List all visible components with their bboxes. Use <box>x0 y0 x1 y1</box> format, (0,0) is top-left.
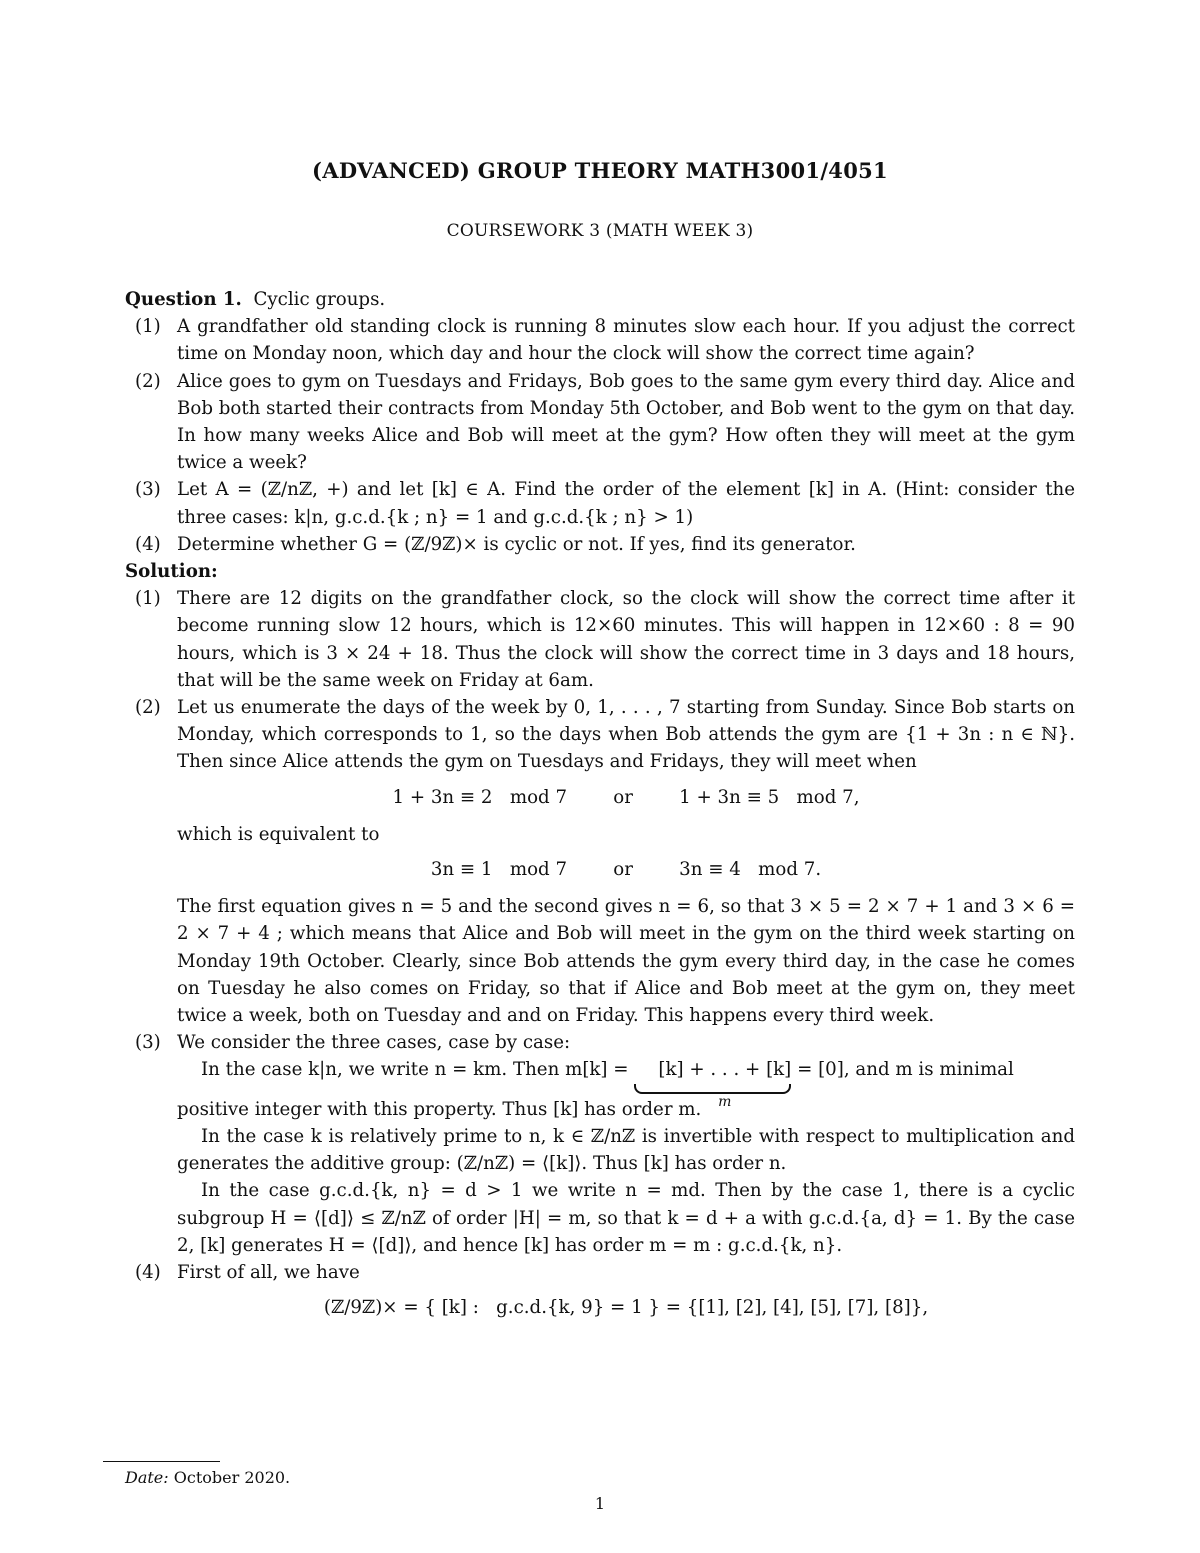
underbrace-sum <box>634 1056 792 1111</box>
document-body <box>125 286 1075 1331</box>
solution-item-4 <box>125 1259 1075 1321</box>
footnote-text: October 2020. <box>168 1468 291 1487</box>
item-number: (1) <box>135 588 161 610</box>
item-text: First of all, we have <box>177 1261 360 1283</box>
question-label: Question 1. <box>125 289 242 310</box>
page-number: 1 <box>594 1494 606 1513</box>
item-text: We consider the three cases, case by case: <box>177 1032 571 1054</box>
question-item-3 <box>125 476 1075 530</box>
solution-item-2 <box>125 694 1075 1029</box>
item-number: (3) <box>135 1032 161 1054</box>
solution-item-1 <box>125 585 1075 694</box>
case-1-tail: = [0], and m is minimal <box>791 1059 1014 1081</box>
solution-item-3 <box>125 1029 1075 1259</box>
equation-congruence-2: 3n ≡ 1 mod 7 or 3n ≡ 4 mod 7. <box>430 859 822 881</box>
question-item-2 <box>125 368 1075 477</box>
item-text: Let A = (ℤ/nℤ, +) and let [k] ∈ A. Find the order of the element [k] in A. (Hint: consider the three cases: k|n, g.c.d.{k ; n} = 1 and g.c.d.{k ; n} > 1) <box>177 479 1075 528</box>
item-number: (4) <box>135 533 161 555</box>
spacer <box>177 1084 1075 1096</box>
case-3-text: In the case g.c.d.{k, n} = d > 1 we write n = md. Then by the case 1, there is a cyclic subgroup H = ⟨[d]⟩ ≤ ℤ/nℤ of order |H| = m, so that k = d + a with g.c.d.{a, d} = 1. By the case 2, [k] generates H = ⟨[d]⟩, and hence [k] has order m = m : g.c.d.{k, n}. <box>177 1180 1075 1256</box>
question-item-4 <box>125 531 1075 558</box>
case-1-continuation: positive integer with this property. Thus [k] has order m. <box>177 1098 702 1120</box>
page-title: (ADVANCED) GROUP THEORY MATH3001/4051 <box>312 158 888 183</box>
item-number: (3) <box>135 479 161 501</box>
item-number: (2) <box>135 370 161 392</box>
item-text: which is equivalent to <box>177 823 380 845</box>
footnote-label: Date: <box>125 1468 169 1487</box>
item-text: A grandfather old standing clock is running 8 minutes slow each hour. If you adjust the correct time on Monday noon, which day and hour the clock will show the correct time again? <box>177 316 1075 365</box>
item-text: Determine whether G = (ℤ/9ℤ)× is cyclic or not. If yes, find its generator. <box>177 533 856 555</box>
underbrace-content: [k] + . . . + [k] <box>658 1059 792 1081</box>
equation-unit-group: (ℤ/9ℤ)× = { [k] : g.c.d.{k, 9} = 1 } = {[1], [2], [4], [5], [7], [8]}, <box>323 1297 929 1319</box>
item-number: (4) <box>135 1261 161 1283</box>
equation-congruence-1: 1 + 3n ≡ 2 mod 7 or 1 + 3n ≡ 5 mod 7, <box>392 786 860 808</box>
solution-heading: Solution: <box>125 561 218 583</box>
underbrace-label: m <box>718 1094 732 1111</box>
page-subtitle: COURSEWORK 3 (MATH WEEK 3) <box>446 221 754 241</box>
item-number: (1) <box>135 316 161 338</box>
case-2-text: In the case k is relatively prime to n, k ∈ ℤ/nℤ is invertible with respect to multiplication and generates the additive group: (ℤ/nℤ) = ⟨[k]⟩. Thus [k] has order n. <box>177 1125 1075 1175</box>
footnote <box>125 1468 290 1487</box>
item-text: There are 12 digits on the grandfather clock, so the clock will show the correct time after it become running slow 12 hours, which is 12×60 minutes. This will happen in 12×60 : 8 = 90 hours, which is 3 × 24 + 18. Thus the clock will show the correct time in 3 days and 18 hours, that will be the same week on Friday at 6am. <box>177 588 1075 691</box>
question-item-1 <box>125 313 1075 367</box>
item-text: Let us enumerate the days of the week by 0, 1, . . . , 7 starting from Sunday. Since Bob starts on Monday, which corresponds to 1, so the days when Bob attends the gym are {1 + 3n : n ∈ ℕ}. Then since Alice attends the gym on Tuesdays and Fridays, they will meet when <box>177 697 1075 773</box>
case-1-lead: In the case k|n, we write n = km. Then m[k] = <box>201 1059 635 1081</box>
item-text: The first equation gives n = 5 and the second gives n = 6, so that 3 × 5 = 2 × 7 + 1 and 3 × 6 = 2 × 7 + 4 ; which means that Alice and Bob will meet in the gym on the third week starting on Monday 19th October. Clearly, since Bob attends the gym every third day, in the case he comes on Tuesday he also comes on Friday, so that if Alice and Bob meet at the gym on, they meet twice a week, both on Tuesday and and on Friday. This happens every third week. <box>177 896 1075 1027</box>
footnote-divider <box>103 1461 220 1462</box>
item-number: (2) <box>135 697 161 719</box>
question-topic: Cyclic groups. <box>253 289 386 310</box>
question-heading <box>125 286 1075 313</box>
item-text: Alice goes to gym on Tuesdays and Fridays, Bob goes to the same gym every third day. Alice and Bob both started their contracts from Monday 5th October, and Bob went to the gym on that day. In how many weeks Alice and Bob will meet at the gym? How often they will meet at the gym twice a week? <box>177 370 1075 474</box>
